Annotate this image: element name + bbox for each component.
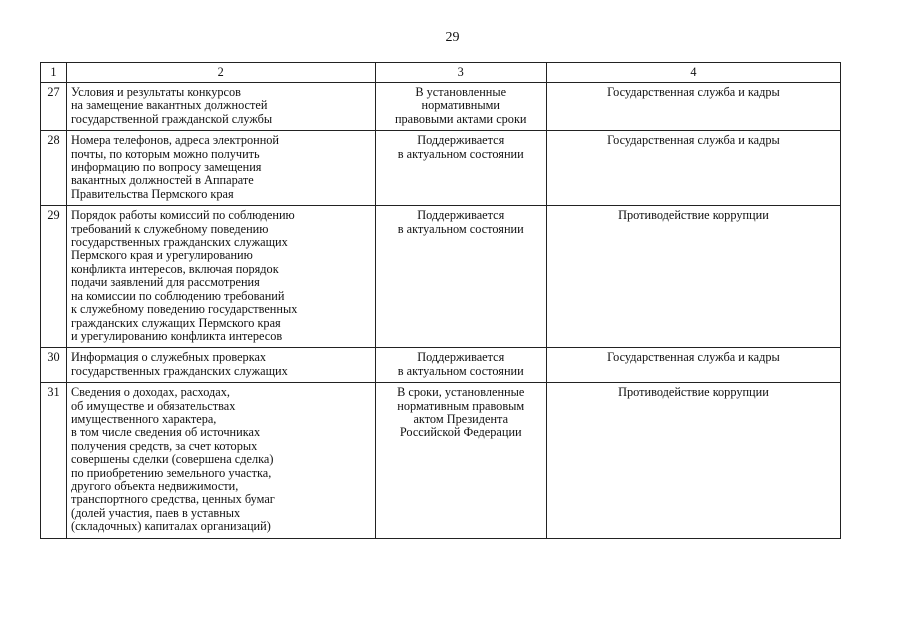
info-name-cell (66, 83, 375, 131)
info-name-cell (66, 131, 375, 206)
site-section-cell (546, 383, 840, 538)
site-section-cell (546, 83, 840, 131)
site-section-cell (546, 131, 840, 206)
table-row (41, 206, 841, 348)
row-number: 27 (41, 83, 67, 131)
update-period-cell (375, 383, 546, 538)
site-section-text: Противодействие коррупции (618, 385, 769, 400)
site-section-text: Государственная служба и кадры (607, 350, 780, 365)
column-header-1: 1 (41, 63, 67, 83)
update-period-text: В сроки, установленные нормативным правовым актом Президента Российской Федерации (397, 385, 525, 440)
column-header-3: 3 (375, 63, 546, 83)
page-number: 29 (445, 30, 460, 45)
site-section-text: Противодействие коррупции (618, 208, 769, 223)
update-period-cell (375, 348, 546, 383)
info-name-cell (66, 383, 375, 538)
row-number: 31 (41, 383, 67, 538)
update-period-text: В установленные нормативными правовыми актами сроки (394, 85, 527, 126)
info-name-text: Условия и результаты конкурсов на замещение вакантных должностей государственной гражданской службы (70, 85, 273, 126)
update-period-text: Поддерживается в актуальном состоянии (397, 133, 524, 161)
site-section-cell (546, 206, 840, 348)
update-period-text: Поддерживается в актуальном состоянии (397, 350, 524, 378)
site-section-text: Государственная служба и кадры (607, 133, 780, 148)
table-header (41, 63, 841, 83)
table-row (41, 131, 841, 206)
column-header-4: 4 (546, 63, 840, 83)
site-section-cell (546, 348, 840, 383)
update-period-cell (375, 83, 546, 131)
update-period-text: Поддерживается в актуальном состоянии (397, 208, 524, 236)
info-name-cell (66, 348, 375, 383)
table-body (41, 83, 841, 539)
table-row (41, 383, 841, 538)
info-name-text: Порядок работы комиссий по соблюдению требований к служебному поведению государственных гражданских служащих Пермского края и урегулированию конфликта интересов, включая порядок подачи заявлений для рассмотрения на комиссии по соблюдению требований к служебному поведению государственных гражданских служащих Пермского края и урегулированию конфликта интересов (70, 208, 298, 343)
document-table (40, 62, 841, 539)
column-header-2: 2 (66, 63, 375, 83)
site-section-text: Государственная служба и кадры (607, 85, 780, 99)
info-name-text: Информация о служебных проверках государственных гражданских служащих (70, 350, 288, 378)
info-name-text: Сведения о доходах, расходах, об имуществе и обязательствах имущественного характера, в том числе сведения об источниках получения средств, за счет которых совершены сделки (совершена сделка) по приобретению земельного участка, другого объекта недвижимости, транспортного средства, ценных бумаг (долей участия, паев в уставных (складочных) капиталах организаций) (70, 385, 275, 534)
info-name-cell (66, 206, 375, 348)
update-period-cell (375, 131, 546, 206)
update-period-cell (375, 206, 546, 348)
table-row (41, 83, 841, 131)
table-row (41, 348, 841, 383)
table-header-row (41, 63, 841, 83)
row-number: 30 (41, 348, 67, 383)
row-number: 28 (41, 131, 67, 206)
info-name-text: Номера телефонов, адреса электронной почты, по которым можно получить информацию по вопросу замещения вакантных должностей в Аппарате Правительства Пермского края (70, 133, 280, 201)
row-number: 29 (41, 206, 67, 348)
